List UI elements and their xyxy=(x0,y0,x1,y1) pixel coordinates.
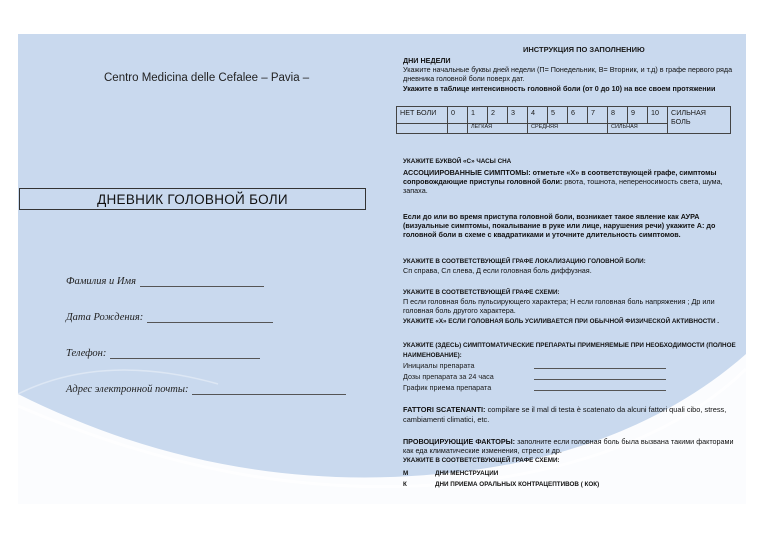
scale-10: 10 xyxy=(648,107,668,124)
name-field[interactable] xyxy=(66,276,264,287)
triggers-text: заполните если головная боль была вызвана такими факторами как еда климатические изменения, стресс и др. xyxy=(403,437,734,456)
scale-strong-sub: СИЛЬНАЯ xyxy=(608,124,668,134)
name-label: Фамилия и Имя xyxy=(66,276,137,287)
drugs-section xyxy=(403,340,743,360)
scale-5: 5 xyxy=(548,107,568,124)
localization-section xyxy=(403,256,743,275)
scale-1: 1 xyxy=(468,107,488,124)
scale-4: 4 xyxy=(528,107,548,124)
intensity-text: Укажите в таблице интенсивность головной боли (от 0 до 10) на все своем протяжении xyxy=(403,83,716,93)
fattori-text: compilare se il mal di testa è scatenato da alcuni fattori quali cibo, stress, cambiamenti climatici, etc. xyxy=(403,405,727,424)
days-text: Укажите начальные буквы дней недели (П= Понедельник, В= Вторник, и т.д) в графе первого ряда дневника головной боли поверх дат. xyxy=(403,65,733,84)
birth-line[interactable] xyxy=(147,313,273,323)
birth-field[interactable] xyxy=(66,312,273,323)
scheme-text: П если головная боль пульсирующего характера; Н если головная боль напряжения ; Др или головная боль другого характера. xyxy=(403,297,715,316)
instructions-title: ИНСТРУКЦИЯ ПО ЗАПОЛНЕНИЮ xyxy=(523,45,645,54)
email-field[interactable] xyxy=(66,384,346,395)
days-heading: ДНИ НЕДЕЛИ xyxy=(403,56,451,65)
symptoms-section xyxy=(403,168,743,196)
drug-doses-row[interactable] xyxy=(403,372,666,381)
scale-8: 8 xyxy=(608,107,628,124)
k-text: ДНИ ПРИЕМА ОРАЛЬНЫХ КОНТРАЦЕПТИВОВ ( КОК) xyxy=(435,481,600,488)
triggers-heading: ПРОВОЦИРУЮЩИЕ ФАКТОРЫ: xyxy=(403,437,516,446)
scheme-heading: УКАЖИТЕ В СООТВЕТСТВУЮЩЕЙ ГРАФЕ СХЕМИ: xyxy=(403,289,560,296)
fattori-section xyxy=(403,405,743,425)
birth-label: Дата Рождения: xyxy=(66,312,144,323)
drug-schedule-line[interactable] xyxy=(534,383,666,391)
activity-text: УКАЖИТЕ «Х» ЕСЛИ ГОЛОВНАЯ БОЛЬ УСИЛИВАЕТСЯ ПРИ ОБЫЧНОЙ ФИЗИЧЕСКОЙ АКТИВНОСТИ . xyxy=(403,317,720,325)
drug-schedule-row[interactable] xyxy=(403,383,666,392)
drugs-heading: УКАЖИТЕ (ЗДЕСЬ) СИМПТОМАТИЧЕСКИЕ ПРЕПАРАТЫ ПРИМЕНЯЕМЫЕ ПРИ НЕОБХОДИМОСТИ (ПОЛНОЕ НАИМЕНОВАНИЕ): xyxy=(403,342,736,360)
diary-title-text: ДНЕВНИК ГОЛОВНОЙ БОЛИ xyxy=(97,191,288,207)
drug-doses-label: Дозы препарата за 24 часа xyxy=(403,372,494,381)
clinic-name: Centro Medicina delle Cefalee – Pavia – xyxy=(104,72,310,84)
triggers-section xyxy=(403,437,743,466)
pain-scale-table xyxy=(396,106,731,134)
days-section xyxy=(403,56,743,93)
scheme2-heading: УКАЖИТЕ В СООТВЕТСТВУЮЩЕЙ ГРАФЕ СХЕМИ: xyxy=(403,457,560,465)
m-row xyxy=(403,469,743,478)
aura-text: Если до или во время приступа головной боли, возникает такое явление как АУРА (визуальные симптомы, покалывание в руке или лице, нарушения речи) укажите А: до головной боли в схеме с квадратиками и уточните длительность симптомов. xyxy=(403,212,716,240)
drug-initials-label: Инициалы препарата xyxy=(403,361,475,370)
hours-label: УКАЖИТЕ БУКВОЙ «С» ЧАСЫ СНА xyxy=(403,158,512,165)
scale-none: НЕТ БОЛИ xyxy=(397,107,448,124)
k-row xyxy=(403,480,743,489)
scale-strong: СИЛЬНАЯ БОЛЬ xyxy=(668,107,731,134)
drug-doses-line[interactable] xyxy=(534,372,666,380)
symptoms-list: рвота, тошнота, непереносимость света, шума, запаха. xyxy=(403,177,723,196)
scale-sub-empty xyxy=(397,124,448,134)
email-label: Адрес электронной почты: xyxy=(66,384,189,395)
loc-text: Сп справа, Сл слева, Д если головная боль диффузная. xyxy=(403,266,592,276)
drug-schedule-label: График приема препарата xyxy=(403,383,492,392)
phone-field[interactable] xyxy=(66,348,260,359)
email-line[interactable] xyxy=(192,385,346,395)
m-text: ДНИ МЕНСТРУАЦИИ xyxy=(435,470,499,477)
scale-7: 7 xyxy=(588,107,608,124)
fattori-heading: FATTORI SCATENANTI: xyxy=(403,405,486,414)
phone-line[interactable] xyxy=(110,349,260,359)
scale-6: 6 xyxy=(568,107,588,124)
scale-0: 0 xyxy=(448,107,468,124)
drug-initials-line[interactable] xyxy=(534,361,666,369)
loc-heading: УКАЖИТЕ В СООТВЕТСТВУЮЩЕЙ ГРАФЕ ЛОКАЛИЗАЦИЮ ГОЛОВНОЙ БОЛИ: xyxy=(403,258,646,265)
scale-2: 2 xyxy=(488,107,508,124)
diary-title xyxy=(19,188,366,210)
scale-light: ЛЕГКАЯ xyxy=(468,124,528,134)
symptoms-heading: АССОЦИИРОВАННЫЕ СИМПТОМЫ: отметьте «Х» в соответствующей графе, симптомы сопровождающие приступы головной боли: xyxy=(403,168,717,187)
name-line[interactable] xyxy=(140,277,264,287)
scale-medium: СРЕДНЯЯ xyxy=(528,124,608,134)
phone-label: Телефон: xyxy=(66,348,107,359)
scale-sub-empty-0 xyxy=(448,124,468,134)
scale-3: 3 xyxy=(508,107,528,124)
scheme-section xyxy=(403,287,743,326)
m-letter: М xyxy=(403,470,409,477)
hours-text xyxy=(403,157,743,166)
drug-initials-row[interactable] xyxy=(403,361,666,370)
k-letter: К xyxy=(403,481,407,488)
scale-9: 9 xyxy=(628,107,648,124)
